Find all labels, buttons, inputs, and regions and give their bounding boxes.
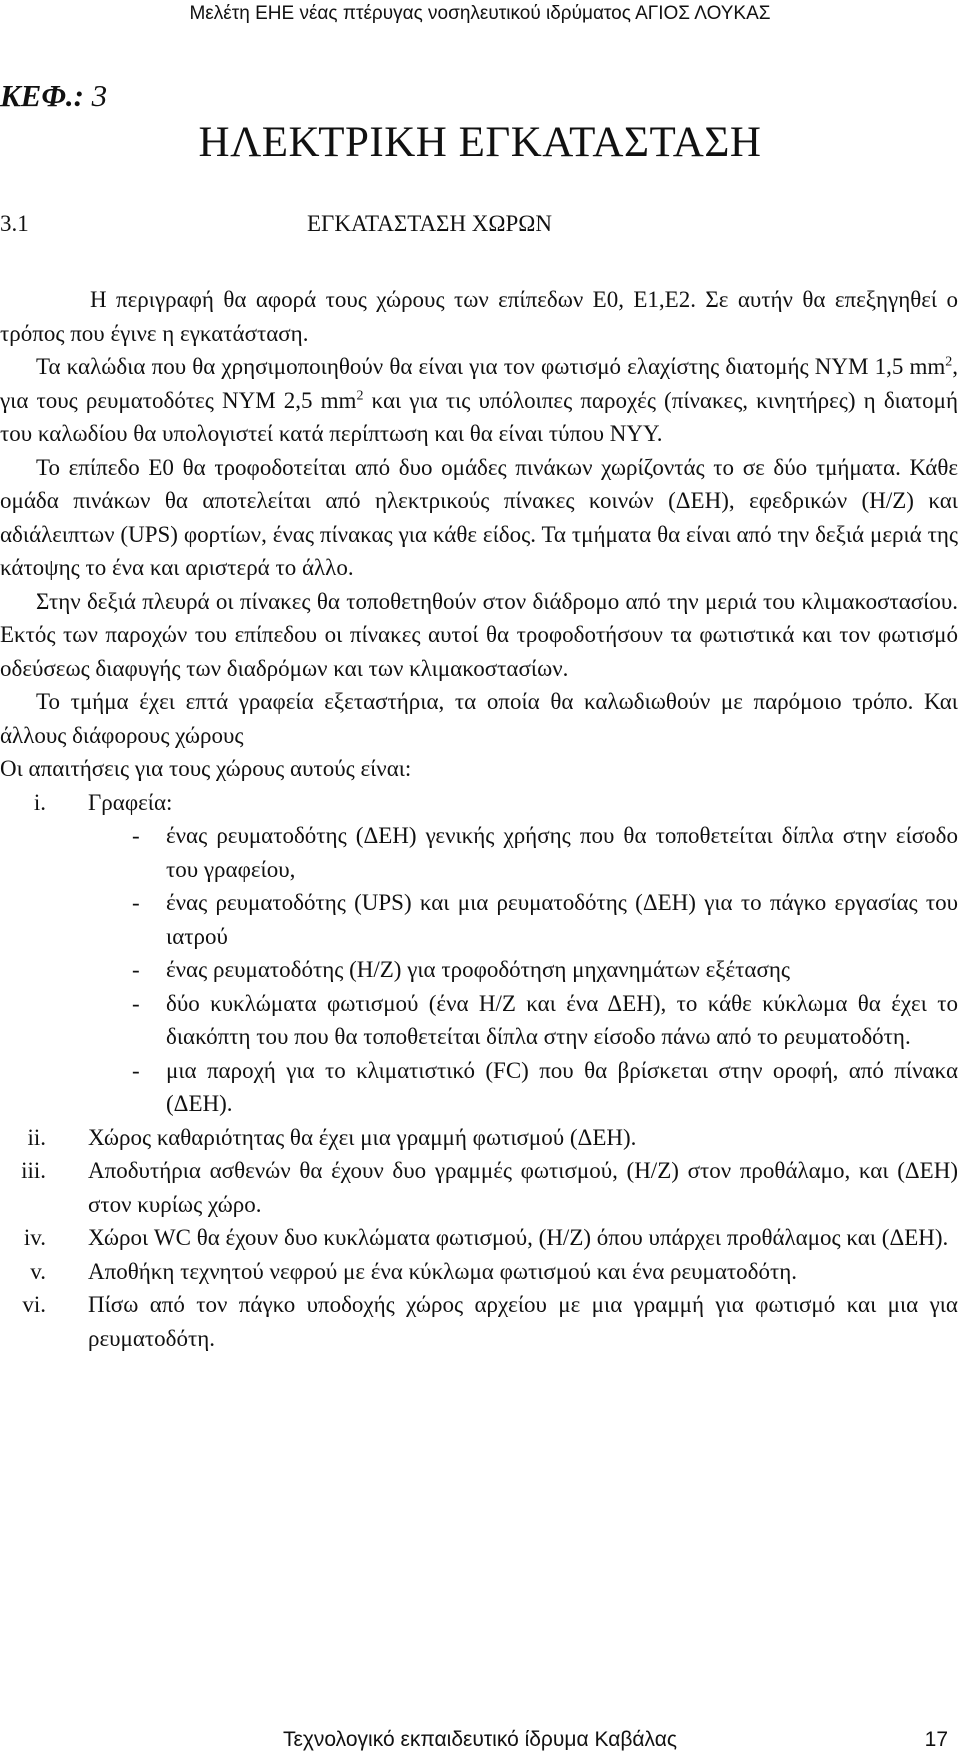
- requirement-text: Γραφεία:: [88, 789, 173, 815]
- paragraph: Η περιγραφή θα αφορά τους χώρους των επίπεδων Ε0, Ε1,Ε2. Σε αυτήν θα επεξηγηθεί ο τρόπος που έγινε η εγκατάσταση.: [0, 287, 958, 346]
- dash-bullet: -: [132, 990, 140, 1016]
- page-number: 17: [924, 1728, 948, 1751]
- requirement-text: Χώρος καθαριότητας θα έχει μια γραμμή φωτισμού (ΔΕΗ).: [88, 1124, 637, 1150]
- list-item-text: ένας ρευματοδότης (UPS) και μια ρευματοδότης (ΔΕΗ) για το πάγκο εργασίας του ιατρού: [166, 890, 958, 949]
- superscript: 2: [945, 354, 953, 370]
- requirement-item: [0, 1154, 958, 1221]
- requirement-text: Αποδυτήρια ασθενών θα έχουν δυο γραμμές φωτισμού, (Η/Ζ) στον προθάλαμο, και (ΔΕΗ) στον κυρίως χώρο.: [88, 1158, 958, 1217]
- footer-institution: Τεχνολογικό εκπαιδευτικό ίδρυμα Καβάλας: [283, 1728, 677, 1751]
- list-item-text: μια παροχή για το κλιματιστικό (FC) που θα βρίσκεται στην οροφή, από πίνακα (ΔΕΗ).: [166, 1057, 958, 1116]
- dash-bullet: -: [132, 890, 140, 915]
- paragraph: Το επίπεδο Ε0 θα τροφοδοτείται από δυο ομάδες πινάκων χωρίζοντάς το σε δύο τμήματα. Κάθε ομάδα πινάκων θα αποτελείται από ηλεκτρικούς πίνακες κοινών (ΔΕΗ), εφεδρικών (Η/Ζ) και αδιάλειπτων (UPS) φορτίων, ένας πίνακας για κάθε είδος. Τα τμήματα θα είναι από την δεξιά μεριά της κάτοψης το ένα και αριστερά το άλλο.: [0, 454, 958, 580]
- dash-bullet: -: [132, 957, 140, 982]
- requirement-item: [0, 1288, 958, 1355]
- roman-numeral: iii.: [21, 1158, 46, 1183]
- text-run: , για τους ρευματοδότες ΝΥΜ 2,5 mm: [0, 354, 958, 413]
- roman-numeral: i.: [33, 789, 46, 815]
- requirement-item: [0, 1121, 958, 1155]
- requirement-item: [0, 1255, 958, 1289]
- office-requirements: [0, 819, 958, 1121]
- requirement-item: [0, 1221, 958, 1255]
- paragraph: Το τμήμα έχει επτά γραφεία εξεταστήρια, τα οποία θα καλωδιωθούν με παρόμοιο τρόπο. Και άλλους διάφορους χώρους: [0, 689, 958, 748]
- list-item-text: ένας ρευματοδότης (ΔΕΗ) γενικής χρήσης που θα τοποθετείται δίπλα στην είσοδο του γραφείου,: [166, 823, 958, 882]
- chapter-number: 3: [91, 78, 108, 113]
- text-run: και για τις υπόλοιπες παροχές (πίνακες, κινητήρες) η διατομή του καλωδίου θα υπολογιστεί κατά περίπτωση και θα είναι τύπου ΝΥΥ.: [0, 387, 959, 446]
- paragraph-cables: [0, 350, 958, 451]
- section-title: ΕΓΚΑΤΑΣΤΑΣΗ ΧΩΡΩΝ: [307, 211, 553, 236]
- roman-numeral: v.: [30, 1258, 46, 1284]
- paragraph: Οι απαιτήσεις για τους χώρους αυτούς είναι:: [0, 756, 412, 781]
- page-footer: [0, 1728, 960, 1758]
- list-item: [0, 987, 958, 1054]
- requirement-text: Χώροι WC θα έχουν δυο κυκλώματα φωτισμού, (Η/Ζ) όπου υπάρχει προθάλαμος και (ΔΕΗ).: [88, 1225, 949, 1250]
- paragraph: Στην δεξιά πλευρά οι πίνακες θα τοποθετηθούν στον διάδρομο από την μεριά του κλιμακοστασίου. Εκτός των παροχών του επίπεδου οι πίνακες αυτοί θα τροφοδοτήσουν τα φωτιστικά και τον φωτισμό οδεύσεως διαφυγής των διαδρόμων και των κλιμακοστασίων.: [0, 588, 958, 681]
- list-item: [0, 1054, 958, 1121]
- roman-numeral: vi.: [22, 1292, 46, 1317]
- chapter-label: [0, 78, 107, 114]
- chapter-title: ΗΛΕΚΤΡΙΚΗ ΕΓΚΑΤΑΣΤΑΣΗ: [198, 119, 762, 166]
- chapter-prefix: ΚΕΦ.:: [0, 78, 84, 113]
- roman-numeral: ii.: [27, 1124, 46, 1150]
- list-item: [0, 886, 958, 953]
- list-item: [0, 953, 958, 987]
- dash-bullet: -: [132, 1057, 140, 1083]
- superscript: 2: [356, 387, 364, 403]
- dash-bullet: -: [132, 823, 140, 848]
- section-number: 3.1: [0, 211, 29, 236]
- running-header: Μελέτη ΕΗΕ νέας πτέρυγας νοσηλευτικού ιδρύματος ΑΓΙΟΣ ΛΟΥΚΑΣ: [189, 3, 771, 24]
- requirement-text: Πίσω από τον πάγκο υποδοχής χώρος αρχείου με μια γραμμή για φωτισμό και μια για ρευματοδότη.: [88, 1292, 958, 1351]
- list-item-text: δύο κυκλώματα φωτισμού (ένα Η/Ζ και ένα ΔΕΗ), το κάθε κύκλωμα θα έχει το διακόπτη του που θα τοποθετείται δίπλα στην είσοδο πάνω από το ρευματοδότη.: [166, 990, 958, 1049]
- list-item: [0, 819, 958, 886]
- requirement-text: Αποθήκη τεχνητού νεφρού με ένα κύκλωμα φωτισμού και ένα ρευματοδότη.: [88, 1258, 798, 1284]
- text-run: Τα καλώδια που θα χρησιμοποιηθούν θα είναι για τον φωτισμό ελαχίστης διατομής ΝΥΜ 1,5 mm: [36, 354, 946, 379]
- list-item-text: ένας ρευματοδότης (Η/Ζ) για τροφοδότηση μηχανημάτων εξέτασης: [166, 957, 790, 982]
- body-text: [0, 283, 958, 1355]
- roman-numeral: iv.: [23, 1225, 46, 1250]
- requirement-item: [0, 786, 958, 820]
